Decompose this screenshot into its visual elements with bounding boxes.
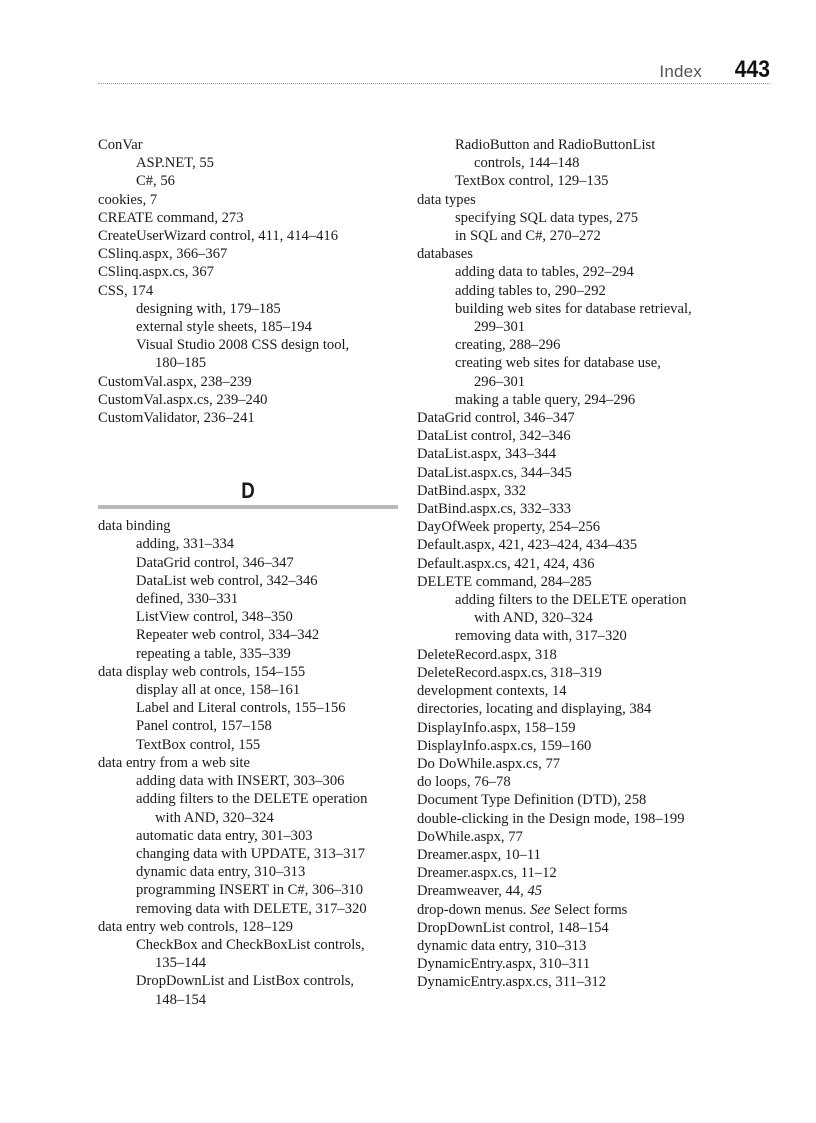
index-entry (417, 464, 777, 482)
index-entry-line: data types (417, 191, 476, 208)
index-entry-text: Dreamweaver, 44, (417, 883, 528, 900)
index-subentry (417, 627, 777, 645)
index-entry (417, 737, 777, 755)
index-entry (417, 919, 777, 937)
index-subentry (98, 881, 398, 899)
index-entry (417, 646, 777, 664)
index-entry-line: DataList control, 342–346 (417, 428, 571, 445)
page-number: 443 (734, 56, 770, 83)
index-entry-line: dynamic data entry, 310–313 (417, 937, 587, 954)
index-entry (98, 918, 398, 936)
index-entry (98, 391, 398, 409)
index-subentry (98, 154, 398, 172)
index-entry (417, 937, 777, 955)
index-entry-line: CREATE command, 273 (98, 209, 244, 226)
index-entries-d-continued (417, 136, 777, 992)
index-entry-line: TextBox control, 155 (136, 736, 261, 753)
index-entry-line: repeating a table, 335–339 (136, 645, 291, 662)
index-entry-line: development contexts, 14 (417, 683, 567, 700)
index-entry-line: adding, 331–334 (136, 536, 235, 553)
index-entry-line: DropDownList and ListBox controls, (136, 973, 355, 990)
index-entry-line: DELETE command, 284–285 (417, 573, 592, 590)
index-entry-line: programming INSERT in C#, 306–310 (136, 882, 364, 899)
index-entry (417, 536, 777, 554)
index-entry (98, 409, 398, 427)
index-subentry (98, 318, 398, 336)
index-entry-text: Select forms (550, 901, 628, 918)
index-entry (98, 245, 398, 263)
index-entry-line: dynamic data entry, 310–313 (136, 864, 306, 881)
index-entry-line: Default.aspx, 421, 423–424, 434–435 (417, 537, 638, 554)
index-entry-line: DataGrid control, 346–347 (136, 554, 294, 571)
header-section-label: Index (659, 62, 702, 81)
index-entry (98, 517, 398, 535)
index-subentry (98, 699, 398, 717)
index-entry-line: DataList.aspx.cs, 344–345 (417, 464, 572, 481)
index-subentry (98, 790, 398, 826)
index-entry-line: Dreamer.aspx, 10–11 (417, 846, 541, 863)
index-entry-line: TextBox control, 129–135 (455, 173, 609, 190)
index-entry (98, 282, 398, 300)
index-entry (98, 263, 398, 281)
index-entry-line: making a table query, 294–296 (455, 391, 636, 408)
index-entry-line: adding data with INSERT, 303–306 (136, 773, 345, 790)
index-entry-line: DataList web control, 342–346 (136, 572, 318, 589)
index-entry-line: Label and Literal controls, 155–156 (136, 700, 346, 717)
index-entry-line: designing with, 179–185 (136, 300, 281, 317)
index-column-left (98, 136, 398, 1009)
index-entry (417, 427, 777, 445)
index-entry-line: CreateUserWizard control, 411, 414–416 (98, 228, 338, 245)
index-entry-line: building web sites for database retrieval, (455, 300, 692, 317)
index-entry-line: Visual Studio 2008 CSS design tool, (136, 337, 350, 354)
index-entry (417, 901, 777, 919)
index-entry-line: CustomValidator, 236–241 (98, 410, 255, 427)
index-entry-line: Repeater web control, 334–342 (136, 627, 320, 644)
index-subentry (98, 900, 398, 918)
index-subentry (417, 227, 777, 245)
index-subentry (98, 300, 398, 318)
index-entry-line: automatic data entry, 301–303 (136, 827, 313, 844)
index-subentry (98, 827, 398, 845)
index-entry (417, 500, 777, 518)
index-entry-line: Do DoWhile.aspx.cs, 77 (417, 755, 561, 772)
index-entry-line: external style sheets, 185–194 (136, 319, 312, 336)
index-entry-line: removing data with DELETE, 317–320 (136, 900, 367, 917)
index-entry-line: DatBind.aspx, 332 (417, 482, 527, 499)
index-subentry (98, 772, 398, 790)
index-entry-text: 45 (527, 883, 543, 900)
index-entry-line: data entry from a web site (98, 754, 250, 771)
index-entry-line: in SQL and C#, 270–272 (455, 228, 601, 245)
index-entry (98, 373, 398, 391)
index-entry-line: data entry web controls, 128–129 (98, 918, 293, 935)
index-entry-line: DoWhile.aspx, 77 (417, 828, 523, 845)
index-entry (98, 191, 398, 209)
index-subentry (98, 681, 398, 699)
index-entry-line: DatBind.aspx.cs, 332–333 (417, 501, 572, 518)
index-entry (98, 754, 398, 772)
index-subentry (417, 209, 777, 227)
index-subentry (417, 391, 777, 409)
index-entry-continuation: controls, 144–148 (474, 155, 580, 172)
index-entry-line: data display web controls, 154–155 (98, 663, 306, 680)
index-entry (417, 828, 777, 846)
index-entry (417, 555, 777, 573)
index-subentry (417, 300, 777, 336)
index-entry-line: DynamicEntry.aspx.cs, 311–312 (417, 974, 607, 991)
index-entry-line: specifying SQL data types, 275 (455, 209, 639, 226)
index-subentry (417, 136, 777, 172)
index-entry (98, 227, 398, 245)
index-entries-c (98, 136, 398, 427)
index-entry (417, 573, 777, 591)
index-entry-line: changing data with UPDATE, 313–317 (136, 845, 366, 862)
index-subentry (417, 336, 777, 354)
index-entry (98, 209, 398, 227)
index-entry-line: data binding (98, 518, 171, 535)
index-entry-line: Default.aspx.cs, 421, 424, 436 (417, 555, 595, 572)
index-entry-continuation: 148–154 (155, 991, 207, 1008)
index-entry-line: DataList.aspx, 343–344 (417, 446, 557, 463)
running-header (98, 58, 770, 84)
index-entry (417, 664, 777, 682)
index-entry-line: CSlinq.aspx, 366–367 (98, 246, 228, 263)
index-entry-line: ConVar (98, 137, 143, 153)
index-subentry (98, 845, 398, 863)
index-entry-continuation: 135–144 (155, 955, 207, 972)
index-entry (417, 518, 777, 536)
index-entry-line: DynamicEntry.aspx, 310–311 (417, 956, 591, 973)
index-subentry (98, 936, 398, 972)
index-entry-line: do loops, 76–78 (417, 774, 511, 791)
index-entry-line: directories, locating and displaying, 384 (417, 701, 652, 718)
index-entry-line: adding data to tables, 292–294 (455, 264, 634, 281)
index-subentry (417, 354, 777, 390)
index-entry-line (417, 882, 777, 900)
index-entry (417, 700, 777, 718)
index-entry-line: Panel control, 157–158 (136, 718, 272, 735)
index-subentry (98, 717, 398, 735)
index-entry-line: CustomVal.aspx.cs, 239–240 (98, 391, 268, 408)
index-subentry (98, 608, 398, 626)
index-entry-line: creating web sites for database use, (455, 355, 661, 372)
index-entry-line: CheckBox and CheckBoxList controls, (136, 936, 365, 953)
index-subentry (98, 626, 398, 644)
index-entry-line: DataGrid control, 346–347 (417, 410, 575, 427)
index-entry (417, 791, 777, 809)
index-entry-continuation: with AND, 320–324 (155, 809, 274, 826)
index-entry-line: RadioButton and RadioButtonList (455, 137, 656, 153)
index-entry-line: DayOfWeek property, 254–256 (417, 519, 601, 536)
index-entry-line: adding tables to, 290–292 (455, 282, 606, 299)
index-subentry (417, 282, 777, 300)
index-entry-line: adding filters to the DELETE operation (455, 592, 687, 609)
index-subentry (98, 172, 398, 190)
index-entry-line (417, 901, 777, 919)
index-entry-line: ListView control, 348–350 (136, 609, 293, 626)
index-entry-line: DisplayInfo.aspx, 158–159 (417, 719, 576, 736)
index-subentry (98, 972, 398, 1008)
index-entry-line: creating, 288–296 (455, 337, 561, 354)
index-entry (417, 409, 777, 427)
index-column-right (417, 136, 777, 992)
index-entry-line: double-clicking in the Design mode, 198–199 (417, 810, 685, 827)
index-entry-line: CustomVal.aspx, 238–239 (98, 373, 252, 390)
index-entry-line: DeleteRecord.aspx, 318 (417, 646, 557, 663)
index-entry-line: CSS, 174 (98, 282, 154, 299)
index-entry-line: Document Type Definition (DTD), 258 (417, 792, 647, 809)
index-entry (417, 682, 777, 700)
index-subentry (417, 591, 777, 627)
index-subentry (98, 645, 398, 663)
index-entry-line: Dreamer.aspx.cs, 11–12 (417, 865, 557, 882)
index-entry (417, 191, 777, 209)
index-entry (417, 973, 777, 991)
index-entry-continuation: 296–301 (474, 373, 526, 390)
index-entry-text: drop-down menus. (417, 901, 531, 918)
section-letter-heading: D (241, 478, 255, 504)
index-entry-line: CSlinq.aspx.cs, 367 (98, 264, 214, 281)
index-entry (417, 719, 777, 737)
index-entry-line: display all at once, 158–161 (136, 682, 301, 699)
section-divider-bar (98, 505, 398, 509)
index-entry-line: C#, 56 (136, 173, 175, 190)
index-entry (98, 663, 398, 681)
index-entry-line: DeleteRecord.aspx.cs, 318–319 (417, 664, 602, 681)
index-entry-text: See (530, 901, 551, 918)
index-entry (98, 136, 398, 154)
index-subentry (417, 263, 777, 281)
index-subentry (98, 535, 398, 553)
index-entry-line: adding filters to the DELETE operation (136, 791, 368, 808)
index-entry-line: databases (417, 246, 473, 263)
index-entry-line: DisplayInfo.aspx.cs, 159–160 (417, 737, 592, 754)
index-subentry (98, 554, 398, 572)
index-subentry (417, 172, 777, 190)
index-entry (417, 755, 777, 773)
index-entry (417, 810, 777, 828)
index-entry (417, 482, 777, 500)
index-entry-line: removing data with, 317–320 (455, 628, 627, 645)
index-entry (417, 846, 777, 864)
index-entry-continuation: with AND, 320–324 (474, 610, 593, 627)
index-subentry (98, 572, 398, 590)
index-entry-line: cookies, 7 (98, 191, 158, 208)
index-subentry (98, 590, 398, 608)
index-entry (417, 955, 777, 973)
index-entry (417, 245, 777, 263)
index-entry-line: defined, 330–331 (136, 591, 239, 608)
index-subentry (98, 336, 398, 372)
index-entry (417, 773, 777, 791)
index-entry-continuation: 180–185 (155, 355, 207, 372)
header-dotted-rule (98, 83, 770, 84)
index-subentry (98, 736, 398, 754)
index-entry (417, 864, 777, 882)
index-entry-line: DropDownList control, 148–154 (417, 919, 609, 936)
index-entry (417, 882, 777, 900)
index-entry-line: ASP.NET, 55 (136, 155, 214, 172)
index-subentry (98, 863, 398, 881)
index-entry (417, 445, 777, 463)
section-spacer (98, 427, 398, 479)
index-entries-d (98, 517, 398, 1008)
index-entry-continuation: 299–301 (474, 319, 526, 336)
